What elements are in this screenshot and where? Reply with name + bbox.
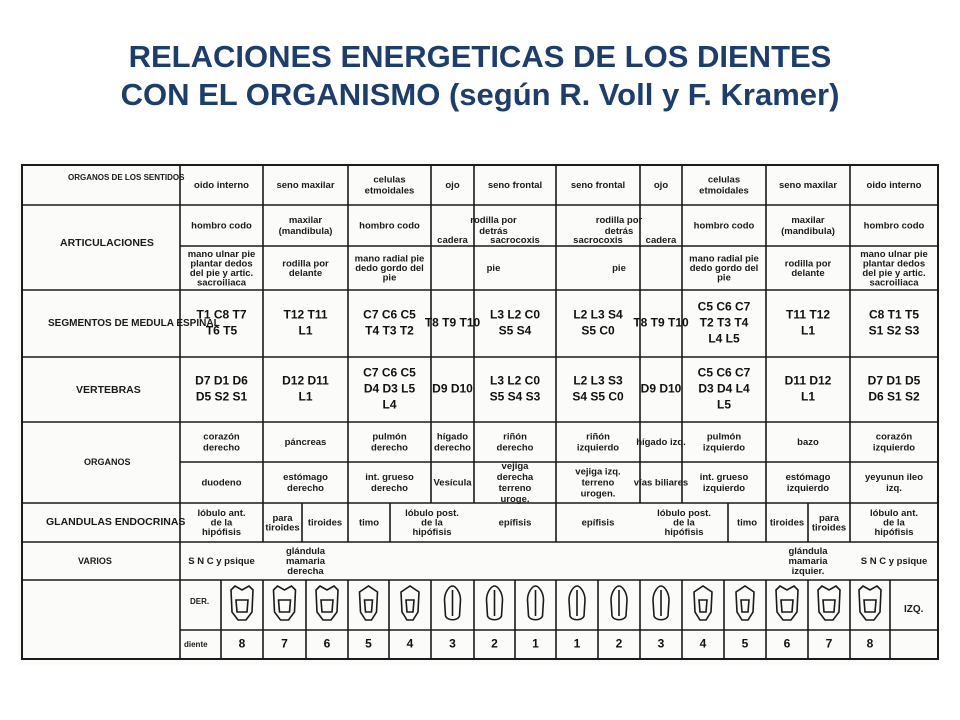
page-title [0, 38, 960, 114]
seg-cell: T1 C8 T7 T6 T5 [196, 307, 247, 338]
varios-cell: S N C y psique [188, 556, 255, 567]
gland-cell: para tiroides [811, 512, 847, 534]
org-bot-cell: vías biliares [633, 477, 689, 489]
seg-cell: L2 L3 S4 S5 C0 [573, 307, 623, 338]
art-top-cell: hombro codo [191, 220, 252, 232]
sentidos-cell: ojo [653, 180, 669, 191]
art-bot-cell: mano ulnar pie plantar dedos del pie y artic. sacroiliaca [187, 248, 256, 289]
seg-cell: L3 L2 C0 S5 S4 [489, 307, 541, 338]
glandulas-row [197, 508, 918, 538]
tnum-cell: 5 [741, 636, 749, 651]
row-label-izq: IZQ. [904, 604, 924, 615]
varios-cell: glándula mamaria derecha [285, 546, 326, 577]
org-top-cell: riñón izquierdo [576, 431, 620, 454]
gland-cell: lóbulo ant. de la hipófisis [869, 508, 919, 538]
row-label-organos: ORGANOS [84, 457, 131, 467]
tnum-cell: 7 [281, 636, 288, 651]
org-top-cell: hígado derecho [434, 431, 471, 454]
gland-cell: para tiroides [265, 512, 300, 534]
gland-cell: lóbulo post. de la hipófisis [405, 508, 459, 538]
tooth-icon [401, 586, 419, 620]
sentidos-cell: ojo [445, 180, 460, 191]
gland-cell: tiroides [307, 517, 343, 529]
sentidos-cell: oido interno [194, 180, 249, 191]
art-top-cell: rodilla por detrás [470, 215, 517, 237]
art-bot-cell: mano ulnar pie plantar dedos del pie y artic. sacroiliaca [860, 248, 928, 289]
gland-cell: lóbulo ant. de la hipófisis [197, 508, 246, 538]
articulaciones-bot-row [188, 249, 928, 289]
org-bot-cell: int. grueso derecho [365, 472, 414, 494]
row-label-segmentos: SEGMENTOS DE MEDULA ESPINAL [48, 318, 220, 329]
vert-cell: L3 L2 C0 S5 S4 S3 [489, 373, 541, 404]
org-bot-cell: yeyunun ileo izq. [864, 472, 924, 494]
title-line-2: CON EL ORGANISMO (según R. Voll y F. Kramer) [120, 77, 840, 112]
tooth-icon [694, 586, 712, 620]
tooth-icon [528, 586, 544, 620]
art-top-cell: rodilla por detrás [595, 215, 643, 237]
art-bot-cell: pie [612, 263, 626, 274]
tooth-icon [776, 586, 798, 620]
organos-top-row [203, 432, 915, 454]
tooth-icon [611, 586, 627, 620]
tnum-cell: 1 [532, 636, 539, 651]
gland-cell: lóbulo post. de la hipófisis [657, 508, 711, 538]
varios-row [188, 546, 927, 577]
articulaciones-mid-row [437, 235, 677, 246]
sentidos-cell: celulas etmoidales [699, 174, 749, 197]
vert-cell: D9 D10 [432, 381, 473, 396]
relations-table-svg [18, 160, 940, 665]
org-bot-cell: estómago izquierdo [785, 472, 831, 494]
org-bot-cell: vejiga izq. terreno urogen. [575, 466, 621, 500]
tnum-cell: 4 [406, 636, 414, 651]
articulaciones-top-row [191, 215, 924, 237]
vert-cell: D12 D11 L1 [282, 373, 329, 404]
tooth-icon [736, 586, 754, 620]
art-bot-cell: mano radial pie dedo gordo del pie [689, 253, 759, 284]
vert-cell: C5 C6 C7 D3 D4 L4 L5 [697, 365, 751, 412]
org-top-cell: páncreas [284, 437, 327, 448]
row-label-vertebras: VERTEBRAS [76, 384, 141, 396]
art-bot-cell: pie [486, 263, 501, 274]
tnum-cell: 7 [825, 636, 833, 651]
varios-cell: S N C y psique [860, 556, 928, 567]
org-bot-cell: int. grueso izquierdo [699, 472, 749, 494]
tnum-cell: 6 [783, 636, 791, 651]
tooth-icon [445, 586, 461, 620]
organos-bot-row [201, 461, 923, 505]
org-top-cell: bazo [797, 437, 819, 448]
vertebras-row [195, 366, 921, 412]
seg-cell: C8 T1 T5 S1 S2 S3 [868, 307, 920, 338]
art-top-cell: hombro codo [863, 220, 925, 232]
tooth-icon [487, 586, 503, 620]
gland-cell: timo [736, 517, 758, 529]
org-bot-cell: estómago derecho [283, 472, 328, 494]
tnum-cell: 2 [491, 636, 498, 651]
seg-cell: T12 T11 L1 [283, 307, 328, 338]
row-label-der: DER. [190, 597, 210, 606]
sentidos-cell: celulas etmoidales [364, 174, 415, 197]
tnum-cell: 3 [449, 636, 456, 651]
vert-cell: D11 D12 L1 [784, 373, 832, 404]
tooth-icon [859, 586, 881, 620]
tooth-icon [818, 586, 840, 620]
tnum-cell: 4 [699, 636, 707, 651]
row-label-varios: VARIOS [78, 556, 112, 566]
sentidos-cell: seno frontal [487, 180, 543, 191]
tnum-cell: 2 [615, 636, 623, 651]
art-mid-cell: sacrocoxis [490, 235, 540, 246]
seg-cell: C7 C6 C5 T4 T3 T2 [363, 307, 416, 338]
vert-cell: C7 C6 C5 D4 D3 L5 L4 [363, 365, 416, 412]
art-mid-cell: sacrocoxis [573, 235, 623, 246]
seg-cell: C5 C6 C7 T2 T3 T4 L4 L5 [697, 299, 751, 346]
tooth-icon [274, 586, 296, 620]
scanned-table [18, 160, 940, 665]
seg-cell: T11 T12 L1 [785, 307, 831, 338]
art-mid-cell: cadera [645, 235, 677, 246]
org-top-cell: corazón derecho [203, 431, 240, 454]
art-top-cell: hombro codo [693, 220, 755, 232]
org-top-cell: pulmón derecho [371, 431, 408, 454]
seg-cell: T8 T9 T10 [424, 315, 481, 330]
vert-cell: L2 L3 S3 S4 S5 C0 [572, 373, 624, 404]
tnum-cell: 5 [365, 636, 372, 651]
org-bot-cell: vejiga derecha terreno uroge. [496, 461, 534, 505]
art-bot-cell: mano radial pie dedo gordo del pie [354, 253, 425, 284]
tnum-cell: 8 [866, 636, 874, 651]
gland-cell: tiroides [769, 517, 805, 529]
vert-cell: D7 D1 D6 D5 S2 S1 [195, 373, 248, 404]
row-label-diente: diente [184, 640, 208, 649]
tooth-icon [231, 586, 253, 620]
org-bot-cell: duodeno [201, 477, 242, 489]
row-label-articulaciones: ARTICULACIONES [60, 237, 154, 249]
gland-cell: epífisis [581, 517, 615, 529]
art-bot-cell: rodilla por delante [282, 258, 329, 279]
art-bot-cell: rodilla por delante [784, 258, 832, 279]
tnum-cell: 3 [657, 636, 665, 651]
org-bot-cell: Vesícula [433, 477, 472, 489]
art-top-cell: maxilar (mandibula) [781, 215, 835, 237]
title-line-1: RELACIONES ENERGETICAS DE LOS DIENTES [128, 39, 832, 74]
org-top-cell: hígado izq. [636, 437, 686, 448]
tnum-cell: 6 [323, 636, 331, 651]
gland-cell: timo [358, 517, 380, 529]
sentidos-cell: oido interno [866, 180, 922, 191]
art-top-cell: hombro codo [359, 220, 420, 232]
tooth-icon [569, 586, 585, 620]
seg-cell: T8 T9 T10 [633, 315, 689, 330]
segmentos-row [196, 300, 919, 346]
tooth-icon [360, 586, 378, 620]
art-mid-cell: cadera [437, 235, 468, 246]
vert-cell: D7 D1 D5 D6 S1 S2 [867, 373, 921, 404]
varios-cell: glándula mamaria izquier. [788, 546, 828, 577]
org-top-cell: corazón izquierdo [872, 431, 916, 454]
tnum-cell: 8 [238, 636, 246, 651]
org-top-cell: pulmón izquierdo [702, 431, 746, 454]
sentidos-cell: seno frontal [570, 180, 626, 191]
vert-cell: D9 D10 [640, 381, 682, 396]
art-top-cell: maxilar (mandibula) [278, 215, 333, 237]
row-label-sentidos: ORGANOS DE LOS SENTIDOS [68, 173, 185, 182]
tooth-icon [316, 586, 338, 620]
sentidos-row [194, 175, 922, 197]
org-top-cell: riñón derecho [496, 431, 534, 454]
sentidos-cell: seno maxilar [778, 180, 838, 191]
row-label-glandulas: GLANDULAS ENDOCRINAS [46, 516, 186, 528]
tooth-icon [653, 586, 669, 620]
tnum-cell: 1 [573, 636, 581, 651]
sentidos-cell: seno maxilar [276, 180, 335, 191]
gland-cell: epífisis [498, 517, 532, 529]
